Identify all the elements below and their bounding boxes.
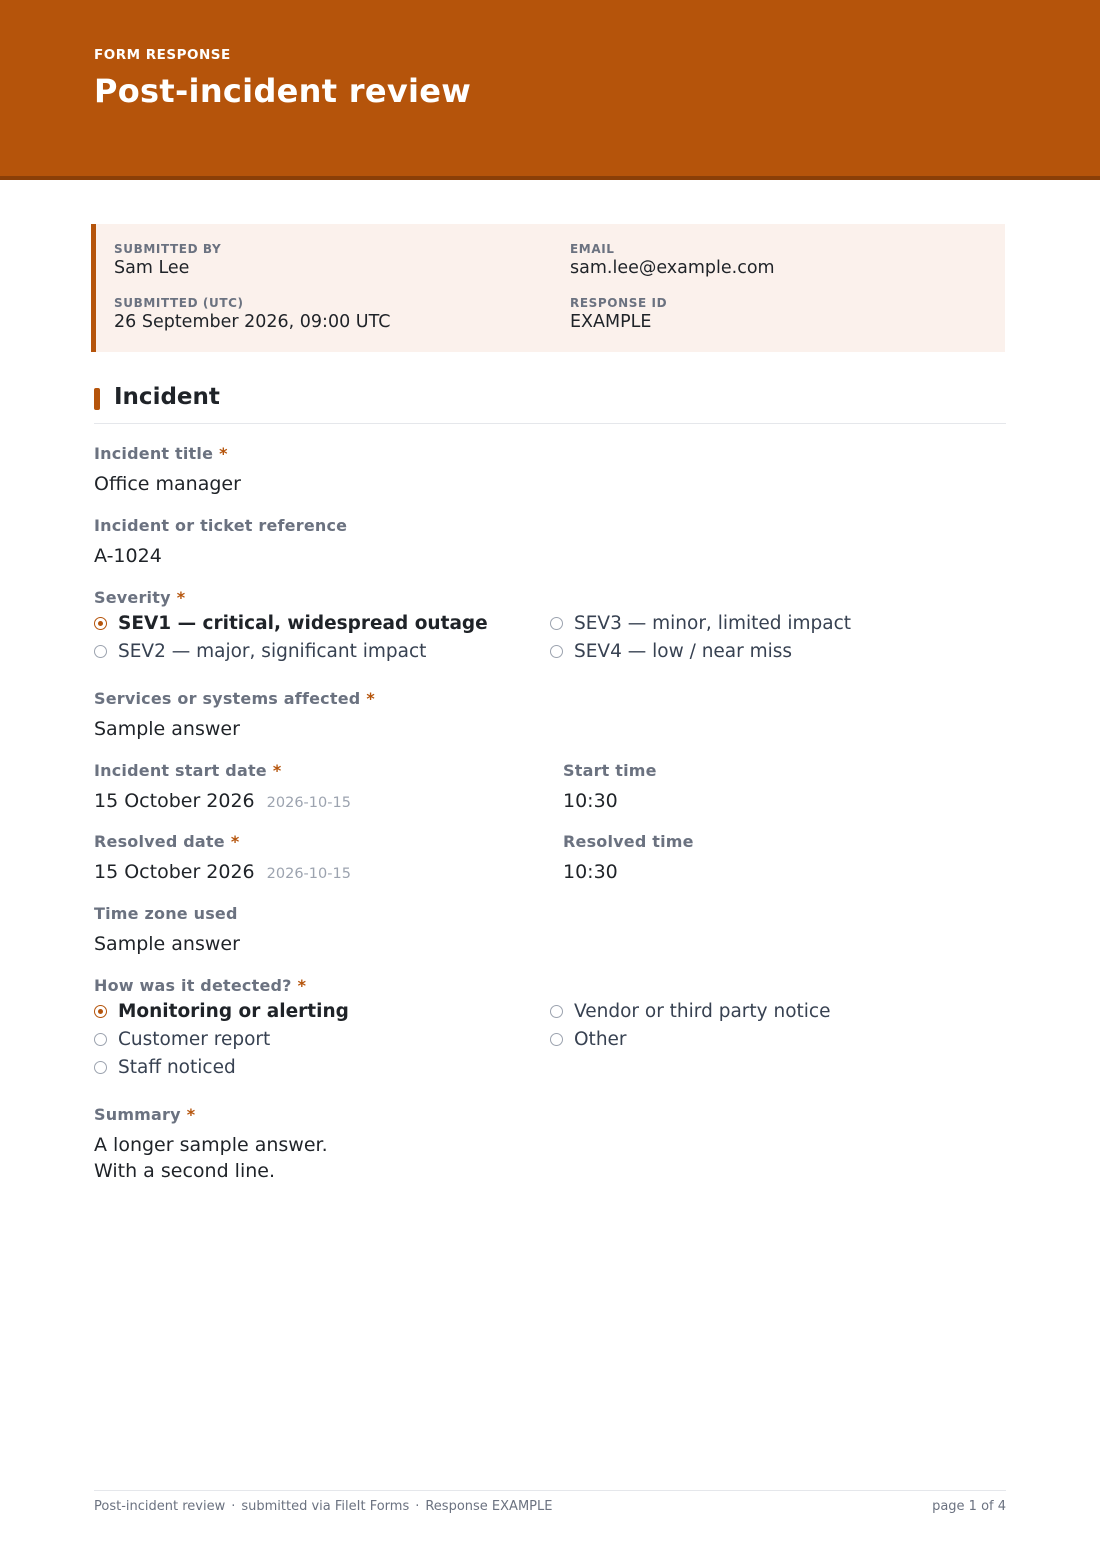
email xyxy=(570,242,775,278)
field-resolved-time xyxy=(563,832,694,885)
section-title: Incident xyxy=(114,384,220,410)
resolved-time-label: Resolved time xyxy=(563,832,694,851)
detected-option-monitoring[interactable]: Monitoring or alerting xyxy=(94,1001,349,1022)
radio-selected-icon xyxy=(94,617,107,630)
radio-unselected-icon xyxy=(94,1033,107,1046)
radio-unselected-icon xyxy=(94,1061,107,1074)
radio-unselected-icon xyxy=(550,1033,563,1046)
required-asterisk: * xyxy=(272,761,282,780)
detected-option-vendor[interactable]: Vendor or third party notice xyxy=(550,1001,830,1022)
start-date-value: 15 October 2026 xyxy=(94,790,255,812)
required-asterisk: * xyxy=(230,832,240,851)
form-eyebrow: FORM RESPONSE xyxy=(94,47,231,63)
resolved-date-iso: 2026-10-15 xyxy=(266,866,351,882)
detected-option-customer-report[interactable]: Customer report xyxy=(94,1029,270,1050)
summary-label: Summary xyxy=(94,1105,181,1124)
footer-via: submitted via FileIt Forms xyxy=(241,1499,410,1514)
field-time-zone xyxy=(94,904,240,957)
time-zone-value: Sample answer xyxy=(94,933,240,955)
page-number: page 1 of 4 xyxy=(932,1499,1006,1514)
footer-separator: · xyxy=(231,1499,236,1514)
time-zone-label: Time zone used xyxy=(94,904,238,923)
response-id xyxy=(570,296,667,332)
response-id-value: EXAMPLE xyxy=(570,312,652,332)
section-accent-bar xyxy=(94,388,100,410)
submitted-utc-label: SUBMITTED (UTC) xyxy=(114,296,244,310)
start-date-label: Incident start date xyxy=(94,761,267,780)
field-start-date xyxy=(94,761,351,816)
submitted-by-label: SUBMITTED BY xyxy=(114,242,222,256)
resolved-time-value: 10:30 xyxy=(563,861,618,883)
required-asterisk: * xyxy=(186,1105,196,1124)
start-time-label: Start time xyxy=(563,761,657,780)
required-asterisk: * xyxy=(219,444,228,463)
footer-separator: · xyxy=(415,1499,420,1514)
required-asterisk: * xyxy=(176,588,186,607)
summary-line-1: A longer sample answer. xyxy=(94,1134,328,1156)
resolved-date-value: 15 October 2026 xyxy=(94,861,255,883)
field-incident-title xyxy=(94,444,241,497)
services-affected-value: Sample answer xyxy=(94,718,240,740)
page-footer xyxy=(94,1490,1006,1514)
radio-unselected-icon xyxy=(550,1005,563,1018)
ticket-reference-label: Incident or ticket reference xyxy=(94,516,348,535)
response-id-label: RESPONSE ID xyxy=(570,296,668,310)
incident-title-value: Office manager xyxy=(94,473,241,495)
page-title: Post-incident review xyxy=(94,72,472,110)
section-incident xyxy=(94,384,1006,424)
form-header xyxy=(0,0,1100,180)
submitted-utc xyxy=(114,296,390,332)
required-asterisk: * xyxy=(297,976,307,995)
severity-option-sev2[interactable]: SEV2 — major, significant impact xyxy=(94,641,426,662)
submitted-by-value: Sam Lee xyxy=(114,258,190,278)
severity-option-sev3[interactable]: SEV3 — minor, limited impact xyxy=(550,613,851,634)
field-ticket-reference xyxy=(94,516,347,569)
start-date-iso: 2026-10-15 xyxy=(266,795,351,811)
start-time-value: 10:30 xyxy=(563,790,618,812)
footer-form-name: Post-incident review xyxy=(94,1499,226,1514)
detected-option-staff-noticed[interactable]: Staff noticed xyxy=(94,1057,236,1078)
severity-option-sev1[interactable]: SEV1 — critical, widespread outage xyxy=(94,613,488,634)
severity-label: Severity xyxy=(94,588,171,607)
email-label: EMAIL xyxy=(570,242,615,256)
submission-meta xyxy=(91,224,1005,352)
incident-title-label: Incident title xyxy=(94,444,214,463)
severity-option-sev4[interactable]: SEV4 — low / near miss xyxy=(550,641,792,662)
field-start-time xyxy=(563,761,657,814)
radio-unselected-icon xyxy=(550,617,563,630)
field-services-affected xyxy=(94,689,375,742)
detected-option-other[interactable]: Other xyxy=(550,1029,627,1050)
radio-selected-icon xyxy=(94,1005,107,1018)
field-summary xyxy=(94,1105,328,1184)
footer-response: Response EXAMPLE xyxy=(425,1499,553,1514)
submitted-utc-value: 26 September 2026, 09:00 UTC xyxy=(114,312,391,332)
ticket-reference-value: A-1024 xyxy=(94,545,162,567)
email-value: sam.lee@example.com xyxy=(570,258,775,278)
radio-unselected-icon xyxy=(550,645,563,658)
summary-line-2: With a second line. xyxy=(94,1160,275,1182)
field-severity xyxy=(94,588,185,607)
radio-unselected-icon xyxy=(94,645,107,658)
detected-label: How was it detected? xyxy=(94,976,292,995)
field-detected xyxy=(94,976,306,995)
submitted-by xyxy=(114,242,221,278)
resolved-date-label: Resolved date xyxy=(94,832,225,851)
services-affected-label: Services or systems affected xyxy=(94,689,361,708)
field-resolved-date xyxy=(94,832,351,887)
required-asterisk: * xyxy=(366,689,375,708)
